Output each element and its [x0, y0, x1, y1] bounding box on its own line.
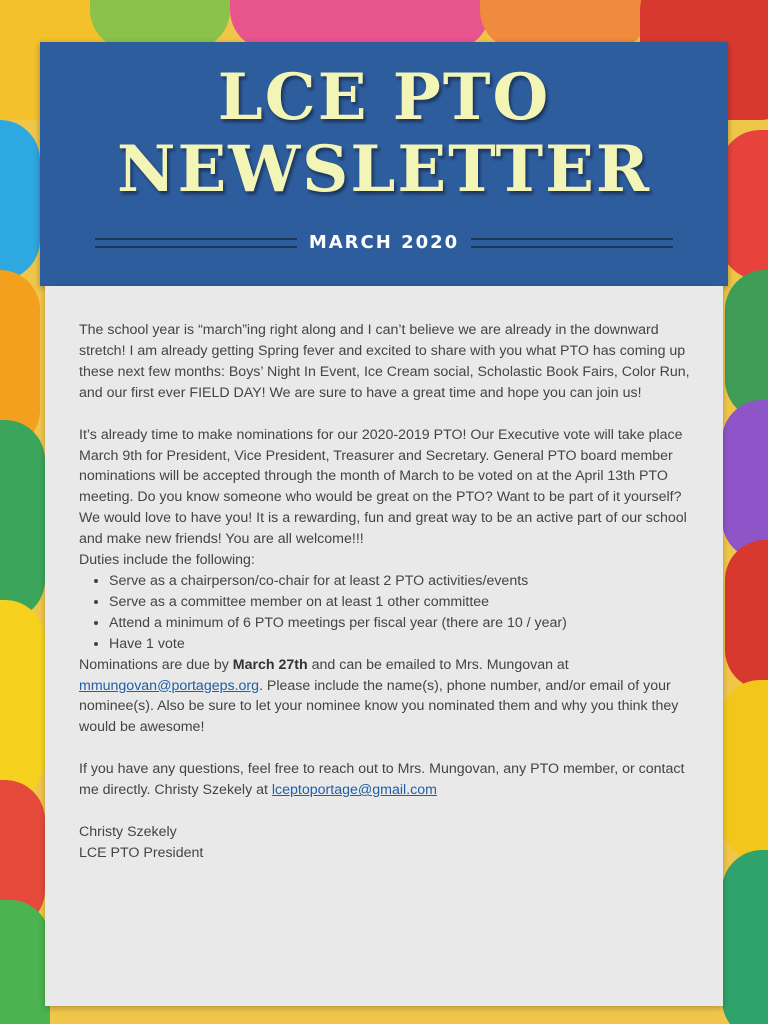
duty-item: • Attend a minimum of 6 PTO meetings per fiscal year (there are 10 / year) [109, 613, 691, 634]
nominations-paragraph: It’s already time to make nominations for our 2020-2019 PTO! Our Executive vote will take place March 9th for President, Vice President, Treasurer and Secretary. General PTO board member nominations will be accepted through the month of March to be voted on at the April 13th PTO meeting. Do you know someone who would be great on the PTO? Want to be part of it yourself? We would love to have you! It is a rewarding, fun and great way to be an active part of our school and make new friends! You are all welcome!!! [79, 426, 687, 548]
duty-item: • Have 1 vote [109, 634, 691, 655]
divider-right [471, 238, 673, 248]
newsletter-title [40, 62, 728, 206]
duties-intro: Duties include the following: [79, 552, 255, 569]
contact-paragraph [79, 759, 691, 801]
newsletter-body [79, 320, 691, 864]
duties-list [79, 571, 691, 655]
title-line-1: LCE PTO [217, 60, 551, 135]
signature-title: LCE PTO President [79, 844, 204, 861]
title-line-2: NEWSLETTER [116, 132, 652, 207]
duty-item: • Serve as a committee member on at least 1 other committee [109, 592, 691, 613]
divider-left [95, 238, 297, 248]
duty-item: • Serve as a chairperson/co-chair for at least 2 PTO activities/events [109, 571, 691, 592]
signature-name: Christy Szekely [79, 824, 177, 841]
issue-date: MARCH 2020 [308, 232, 460, 253]
nomination-date: March 27th [232, 656, 308, 673]
nom-text-pre: Nominations are due by [79, 656, 233, 673]
date-row [95, 232, 673, 253]
intro-paragraph: The school year is “march”ing right along and I can’t believe we are already in the downward stretch! I am already getting Spring fever and excited to share with you what PTO has coming up these next few months: Boys’ Night In Event, Ice Cream social, Scholastic Book Fairs, Color Run, and our first ever FIELD DAY! We are sure to have a great time and hope you can join us! [79, 322, 690, 401]
mungovan-email-link[interactable]: mmungovan@portageps.org [79, 677, 260, 694]
nom-text-mid: and can be emailed to Mrs. Mungovan at [307, 656, 569, 673]
newsletter-body-panel [45, 286, 723, 1006]
nomination-deadline-paragraph [79, 655, 691, 739]
newsletter-header [40, 42, 728, 286]
contact-text: If you have any questions, feel free to reach out to Mrs. Mungovan, any PTO member, or contact me directly. Christy Szekely at [79, 761, 685, 799]
nom-text-post: . Please include the name(s), phone number, and/or email of your nominee(s). Also be sure to let your nominee know you nominated them and why you think they would be awesome! [79, 677, 679, 736]
pto-email-link[interactable]: lceptoportage@gmail.com [271, 782, 437, 799]
